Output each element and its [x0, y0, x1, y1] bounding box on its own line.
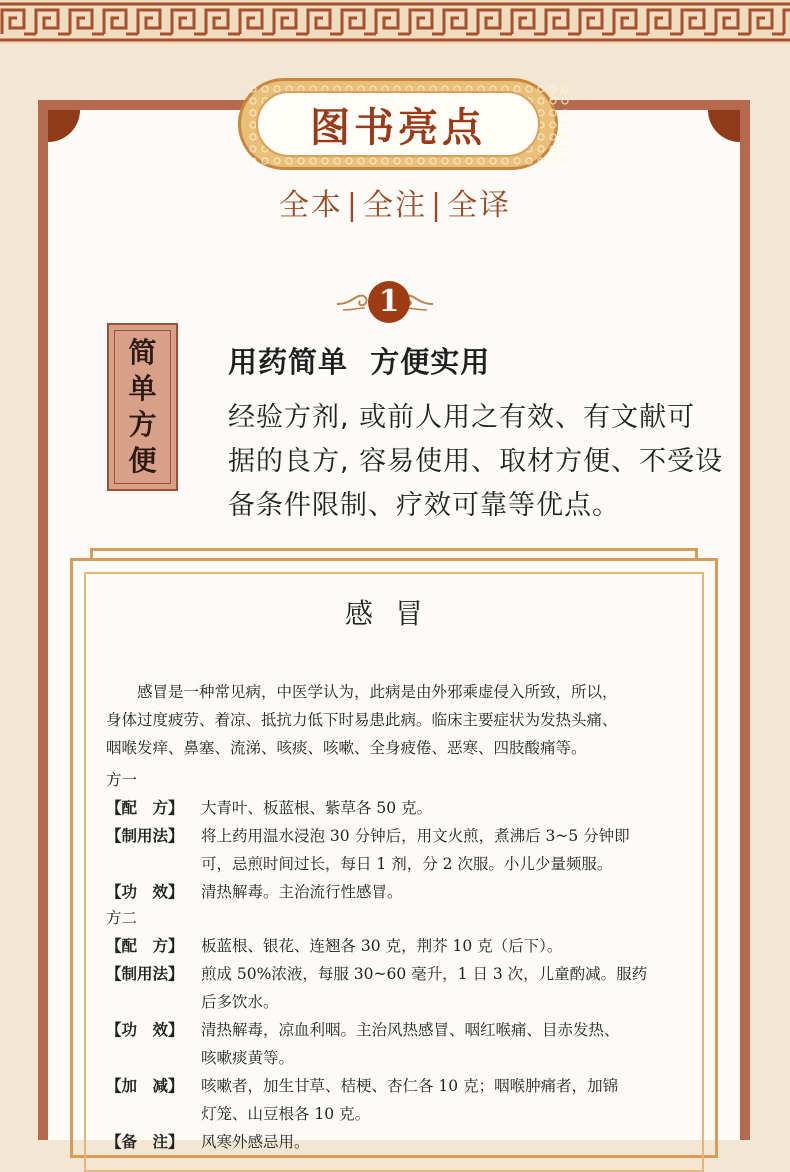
- excerpt-intro: [106, 678, 666, 762]
- recipe-row-text: [201, 1072, 686, 1128]
- recipe-line: 风寒外感忌用。: [201, 1133, 310, 1151]
- meander-pattern: [0, 0, 790, 44]
- recipe-row-text: [201, 822, 686, 878]
- recipe-row-label: 【制用法】: [106, 964, 184, 983]
- recipe-row: [106, 1072, 686, 1128]
- recipe-row: [106, 822, 686, 878]
- recipe-row-label: 【加 减】: [106, 1076, 184, 1095]
- recipe-row: [106, 878, 686, 906]
- banner-title: 图书亮点: [310, 104, 486, 151]
- banner-inner: [256, 91, 540, 157]
- side-label-char: 方: [128, 408, 157, 441]
- recipe-line: 将上药用温水浸泡 30 分钟后，用文火煎，煮沸后 3~5 分钟即: [201, 827, 630, 845]
- intro-line: 感冒是一种常见病，中医学认为，此病是由外邪乘虚侵入所致，所以，: [137, 683, 618, 701]
- feature-description: [228, 396, 728, 528]
- excerpt-frame-top: [90, 548, 698, 558]
- recipe-row: [106, 1128, 686, 1156]
- recipe-block: [106, 768, 686, 906]
- recipe-row-text: [201, 794, 686, 822]
- recipe-row: [106, 960, 686, 1016]
- side-label-char: 单: [128, 372, 157, 405]
- recipe-row-text: [201, 960, 686, 1016]
- recipe-row: [106, 794, 686, 822]
- subtitle-divider: |: [346, 188, 359, 223]
- side-label-box: [107, 323, 178, 491]
- recipe-row-label: 【配 方】: [106, 936, 184, 955]
- subtitle: [0, 180, 790, 224]
- recipe-row-text: [201, 1016, 686, 1072]
- recipe-name: 方一: [106, 771, 138, 789]
- feature-line: 据的良方, 容易使用、取材方便、不受设: [228, 446, 724, 477]
- intro-line: 咽喉发痒、鼻塞、流涕、咳痰、咳嗽、全身疲倦、恶寒、四肢酸痛等。: [106, 739, 587, 757]
- recipe-row-text: [201, 878, 686, 906]
- feature-number-badge: [345, 278, 445, 328]
- side-label-char: 便: [128, 444, 157, 477]
- recipe-line: 后多饮水。: [201, 993, 279, 1011]
- subtitle-part-2: 全注: [363, 188, 427, 223]
- excerpt-title: 感冒: [344, 597, 445, 630]
- side-label-inner: [114, 330, 171, 484]
- recipe-name: 方二: [106, 909, 138, 927]
- title-banner: [238, 78, 558, 170]
- recipe-row-label: 【配 方】: [106, 798, 184, 817]
- recipe-block: [106, 906, 686, 1156]
- recipe-row: [106, 932, 686, 960]
- feature-line: 经验方剂, 或前人用之有效、有文献可: [228, 402, 696, 433]
- recipe-line: 清热解毒。主治流行性感冒。: [201, 883, 403, 901]
- recipe-line: 灯笼、山豆根各 10 克。: [201, 1105, 371, 1123]
- subtitle-divider: |: [431, 188, 444, 223]
- recipe-line: 大青叶、板蓝根、紫草各 50 克。: [201, 799, 433, 817]
- subtitle-part-1: 全本: [278, 188, 343, 223]
- feature-heading: 用药简单 方便实用: [228, 345, 491, 379]
- feature-line: 备条件限制、疗效可靠等优点。: [228, 490, 620, 521]
- recipe-line: 咳嗽痰黄等。: [201, 1049, 295, 1067]
- feature-number: 1: [368, 281, 410, 323]
- recipe-row-label: 【制用法】: [106, 826, 184, 845]
- recipe-row-text: [201, 932, 686, 960]
- side-label-char: 简: [128, 336, 157, 369]
- recipe-row-text: [201, 1128, 686, 1156]
- intro-line: 身体过度疲劳、着凉、抵抗力低下时易患此病。临床主要症状为发热头痛、: [106, 711, 618, 729]
- recipe-line: 清热解毒，凉血利咽。主治风热感冒、咽红喉痛、目赤发热、: [201, 1021, 620, 1039]
- recipe-row: [106, 1016, 686, 1072]
- top-decorative-border: [0, 0, 790, 44]
- recipe-line: 煎成 50%浓液，每服 30~60 毫升，1 日 3 次，儿童酌减。服药: [201, 965, 648, 983]
- recipe-line: 可，忌煎时间过长，每日 1 剂，分 2 次服。小儿少量频服。: [201, 855, 613, 873]
- recipe-row-label: 【备 注】: [106, 1132, 184, 1151]
- recipe-line: 咳嗽者，加生甘草、桔梗、杏仁各 10 克；咽喉肿痛者，加锦: [201, 1077, 619, 1095]
- recipe-row-label: 【功 效】: [106, 882, 184, 901]
- subtitle-part-3: 全译: [447, 188, 512, 223]
- recipe-row-label: 【功 效】: [106, 1020, 184, 1039]
- recipe-line: 板蓝根、银花、连翘各 30 克，荆芥 10 克（后下）。: [201, 937, 563, 955]
